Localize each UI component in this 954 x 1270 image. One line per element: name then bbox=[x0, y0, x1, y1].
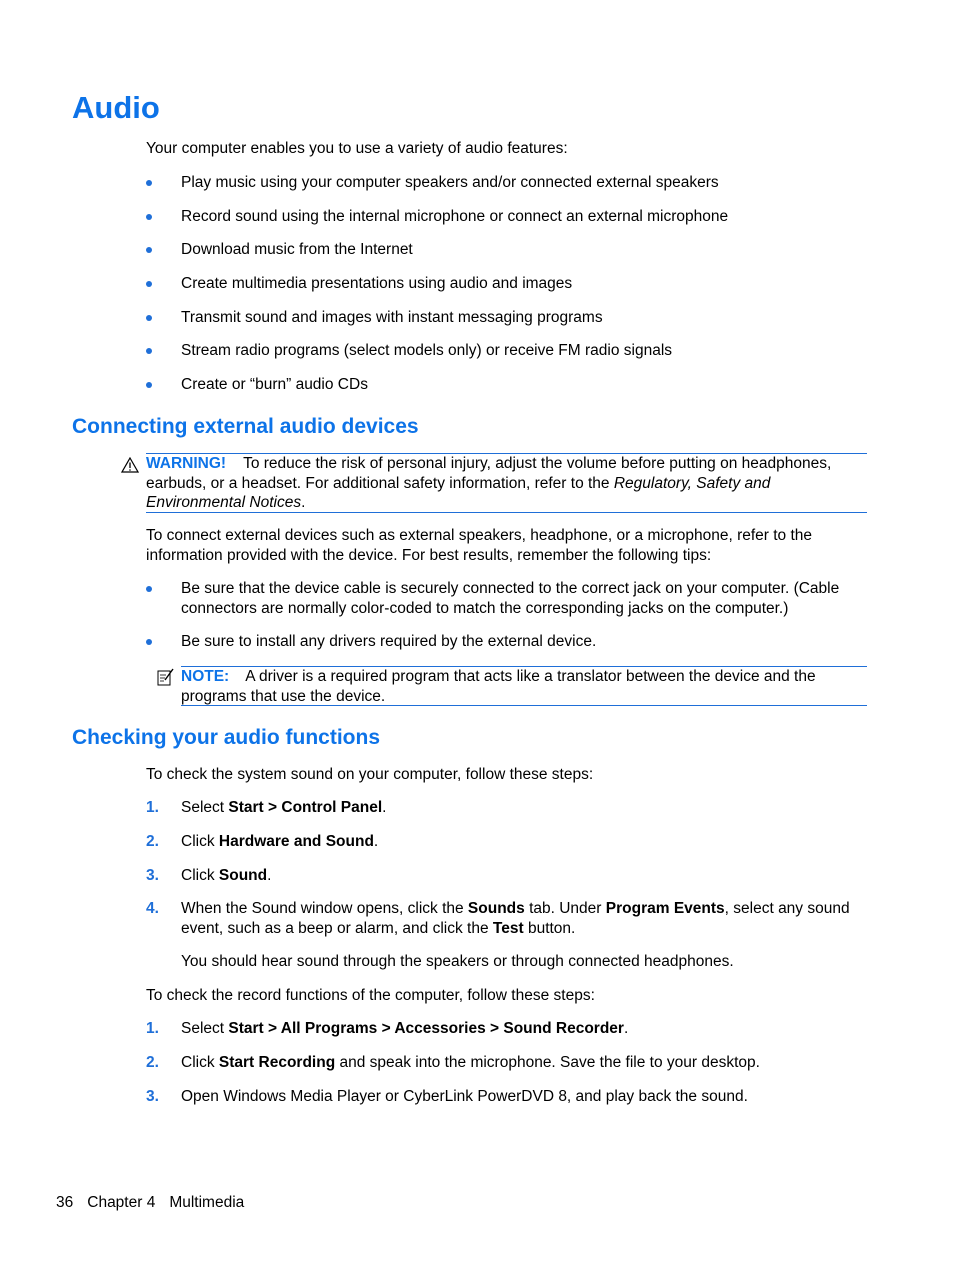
page-footer bbox=[56, 1193, 258, 1213]
page-title: Audio bbox=[72, 90, 160, 125]
connect-body: To connect external devices such as external speakers, headphone, or a microphone, refer to the information provided with the device. For best results, remember the following tips: bbox=[146, 527, 813, 564]
sound-result: You should hear sound through the speakers or through connected headphones. bbox=[181, 953, 734, 970]
warning-box bbox=[146, 453, 867, 513]
warning-label: WARNING! bbox=[146, 455, 227, 472]
bullet-icon bbox=[146, 315, 152, 321]
bullet-icon bbox=[146, 247, 152, 253]
bullet-icon bbox=[146, 281, 152, 287]
bullet-icon bbox=[146, 586, 152, 592]
intro-text: Your computer enables you to use a variety of audio features: bbox=[146, 140, 568, 157]
section-heading-checking: Checking your audio functions bbox=[72, 726, 381, 749]
chapter-label: Chapter 4 bbox=[87, 1194, 156, 1211]
note-label: NOTE: bbox=[181, 668, 230, 685]
chapter-title: Multimedia bbox=[169, 1194, 245, 1211]
section-heading-connecting: Connecting external audio devices bbox=[72, 415, 419, 438]
warning-text: WARNING! To reduce the risk of personal injury, adjust the volume before putting on headphones, earbuds, or a headset. For additional safety information, refer to the Regulatory, Safety and Environmental Notices. bbox=[146, 455, 832, 511]
note-text: NOTE: A driver is a required program that acts like a translator between the device and the programs that use the device. bbox=[181, 668, 816, 705]
note-box bbox=[181, 666, 867, 706]
bullet-icon bbox=[146, 348, 152, 354]
bullet-icon bbox=[146, 382, 152, 388]
page-number: 36 bbox=[56, 1194, 74, 1211]
bullet-icon bbox=[146, 639, 152, 645]
warning-icon bbox=[121, 457, 139, 473]
bullet-icon bbox=[146, 180, 152, 186]
record-intro: To check the record functions of the computer, follow these steps: bbox=[146, 987, 595, 1004]
bullet-icon bbox=[146, 214, 152, 220]
sound-intro: To check the system sound on your computer, follow these steps: bbox=[146, 766, 594, 783]
note-icon bbox=[157, 668, 175, 686]
